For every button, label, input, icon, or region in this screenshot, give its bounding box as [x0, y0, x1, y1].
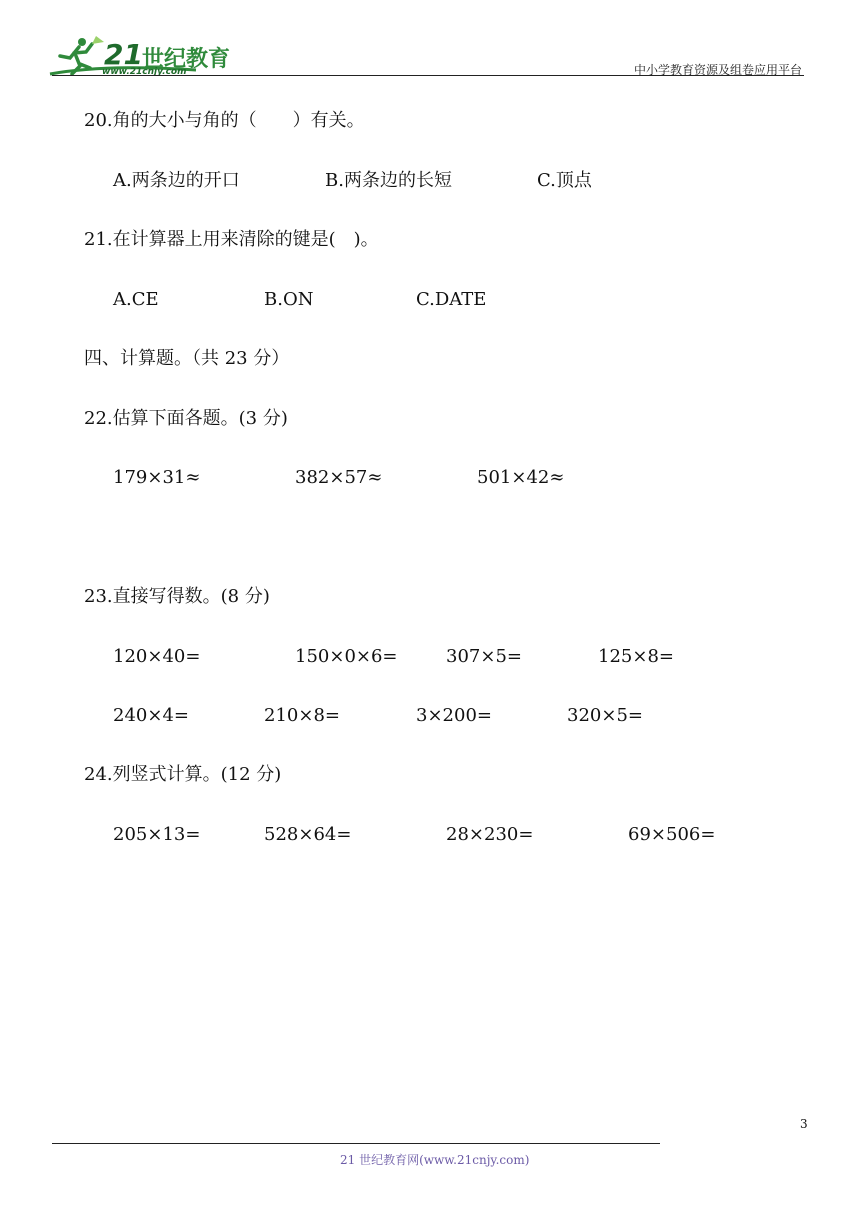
q23-row2-item-4: 320×5= — [567, 705, 643, 726]
site-logo — [46, 34, 231, 80]
footer-divider — [52, 1143, 660, 1144]
platform-name: 中小学教育资源及组卷应用平台 — [633, 63, 802, 77]
header-divider — [52, 75, 804, 76]
q24-item-2: 528×64= — [264, 824, 352, 845]
q23-row2-item-3: 3×200= — [416, 705, 492, 726]
section-heading: 四、计算题。（共 23 分） — [84, 348, 290, 369]
q21-stem: 21.在计算器上用来清除的键是( )。 — [84, 229, 379, 250]
q20-stem: 20.角的大小与角的（ ）有关。 — [84, 110, 365, 131]
q22-item-1: 179×31≈ — [113, 467, 201, 488]
q23-row1-item-2: 150×0×6= — [295, 646, 398, 667]
q20-option-a: A.两条边的开口 — [113, 170, 240, 191]
q22-item-2: 382×57≈ — [295, 467, 383, 488]
q23-row1-item-1: 120×40= — [113, 646, 201, 667]
logo-digits: 21 — [104, 38, 143, 71]
page-number: 3 — [800, 1117, 808, 1131]
q24-stem: 24.列竖式计算。(12 分) — [84, 764, 282, 785]
logo-url: www.21cnjy.com — [102, 67, 187, 77]
q20-option-c: C.顶点 — [537, 170, 592, 191]
q24-item-1: 205×13= — [113, 824, 201, 845]
q23-row2-item-1: 240×4= — [113, 705, 189, 726]
q21-option-c: C.DATE — [416, 289, 487, 310]
q21-option-b: B.ON — [264, 289, 314, 310]
q23-row1-item-4: 125×8= — [598, 646, 674, 667]
q21-option-a: A.CE — [113, 289, 159, 310]
q24-item-4: 69×506= — [628, 824, 716, 845]
q24-item-3: 28×230= — [446, 824, 534, 845]
q20-option-b: B.两条边的长短 — [325, 170, 452, 191]
q23-row1-item-3: 307×5= — [446, 646, 522, 667]
footer-site-link[interactable]: 21 世纪教育网(www.21cnjy.com) — [340, 1153, 530, 1167]
q22-stem: 22.估算下面各题。(3 分) — [84, 408, 288, 429]
logo-text: 世纪教育 — [142, 47, 231, 72]
q23-stem: 23.直接写得数。(8 分) — [84, 586, 270, 607]
q23-row2-item-2: 210×8= — [264, 705, 340, 726]
q22-item-3: 501×42≈ — [477, 467, 565, 488]
